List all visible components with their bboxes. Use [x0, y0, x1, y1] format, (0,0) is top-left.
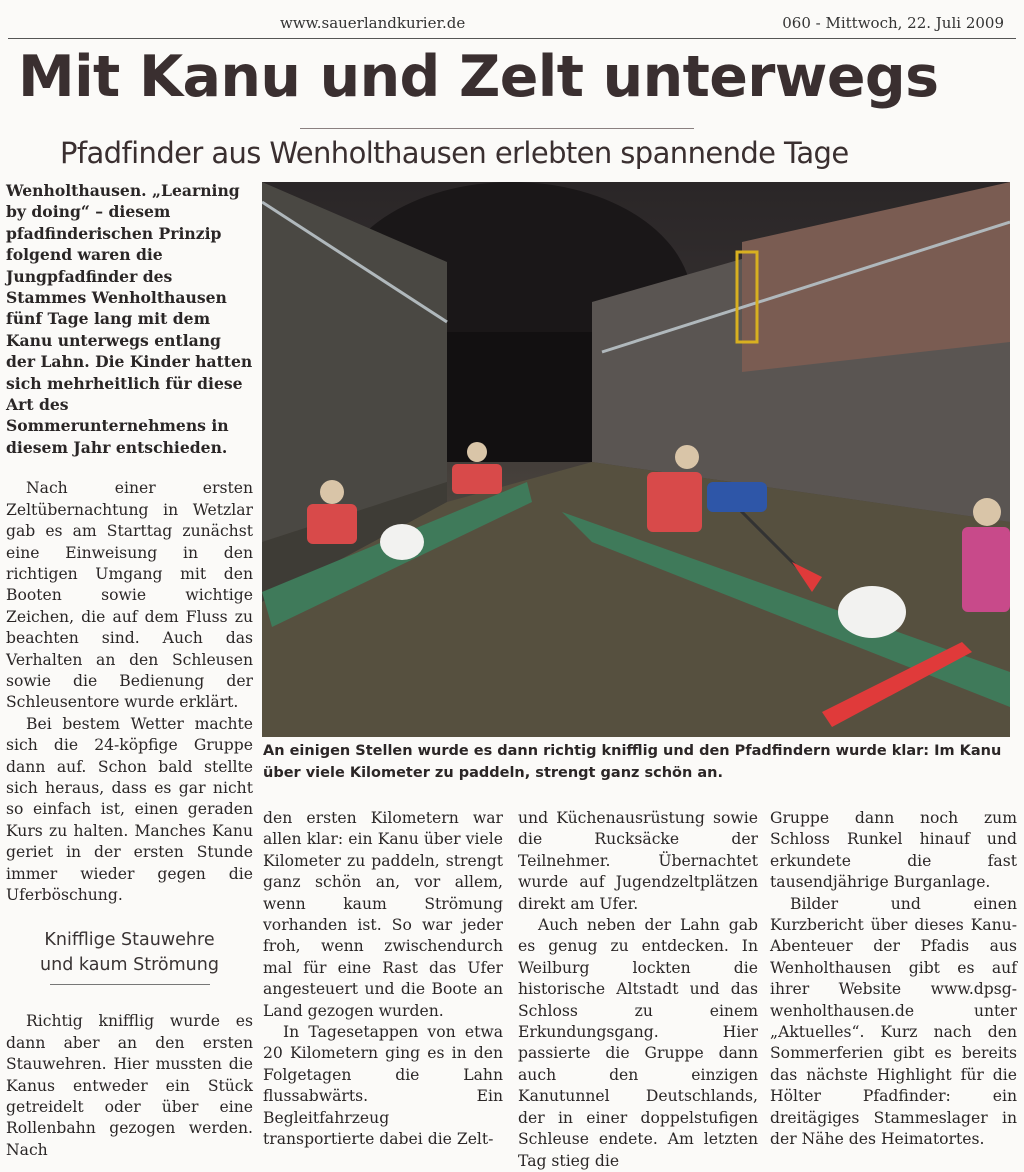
header-rule	[8, 38, 1016, 39]
article-column-4	[770, 808, 1017, 1151]
paragraph: Bei bestem Wetter machte sich die 24-köpfige Gruppe dann auf. Schon bald stellte sich heraus, dass es gar nicht so einfach ist, einen geraden Kurs zu halten. Manches Kanu geriet in der ersten Stunde immer wieder gegen die Uferböschung.	[6, 714, 253, 904]
subheadline: Pfadfinder aus Wenholthausen erlebten spannende Tage	[60, 136, 849, 170]
photo-canoes-in-lock	[262, 182, 1010, 737]
headline-rule	[300, 128, 694, 129]
paragraph: Richtig knifflig wurde es dann aber an den ersten Stauwehren. Hier mussten die Kanus entweder ein Stück getreidelt oder über eine Rollenbahn gezogen werden. Nach	[6, 1012, 253, 1159]
header-date: 060 - Mittwoch, 22. Juli 2009	[782, 14, 1004, 32]
photo-illustration	[262, 182, 1010, 737]
article-column-3	[518, 808, 758, 1172]
paragraph: den ersten Kilometern war allen klar: ein Kanu über viele Kilometer zu paddeln, strengt ganz schön an, vor allem, wenn kaum Strömung vorhanden ist. So war jeder froh, wenn zwischendurch mal für eine Rast das Ufer angesteuert und die Boote an Land gezogen wurden.	[263, 809, 503, 1020]
subhead-line-1: Knifflige Stauwehre	[44, 930, 215, 951]
intro-paragraph: Wenholthausen. „Learning by doing“ – diesem pfadfinderischen Prinzip folgend waren die Jungpfadfinder des Stammes Wenholthausen fünf Tage lang mit dem Kanu unterwegs entlang der Lahn. Die Kinder hatten sich mehrheitlich für diese Art des Sommerunternehmens in diesem Jahr entschieden.	[6, 181, 253, 457]
subhead-line-2: und kaum Strömung	[40, 955, 219, 976]
lifejacket	[307, 504, 357, 544]
lifejacket	[647, 472, 702, 532]
article-column-1	[6, 180, 253, 1161]
paragraph: Auch neben der Lahn gab es genug zu entdecken. In Weilburg lockten die historische Altstadt und das Schloss zu einem Erkundungsgang. Hier passierte die Gruppe dann auch den einzigen Kanutunnel Deutschlands, der in einer doppelstufigen Schleuse endete. Am letzten Tag stieg die	[518, 916, 758, 1170]
headline: Mit Kanu und Zelt unterwegs	[18, 44, 939, 110]
lifejacket	[452, 464, 502, 494]
paragraph: Gruppe dann noch zum Schloss Runkel hinauf und erkundete die fast tausendjährige Burganlage.	[770, 809, 1017, 892]
paragraph: Nach einer ersten Zeltübernachtung in Wetzlar gab es am Starttag zunächst eine Einweisung in den richtigen Umgang mit den Booten sowie wichtige Zeichen, die auf dem Fluss zu beachten sind. Auch das Verhalten an den Schleusen sowie die Bedienung der Schleusentore wurde erklärt.	[6, 479, 253, 712]
article-column-2	[263, 808, 503, 1151]
paragraph: Bilder und einen Kurzbericht über dieses Kanu-Abenteuer der Pfadis aus Wenholthausen gibt es auf ihrer Website www.dpsg-wenholthausen.de unter „Aktuelles“. Kurz nach den Sommerferien gibt es bereits das nächste Highlight für die Hölter Pfadfinder: ein dreitägiges Stammeslager in der Nähe des Heimatortes.	[770, 894, 1017, 1149]
photo-caption: An einigen Stellen wurde es dann richtig knifflig und den Pfadfindern wurde klar: Im Kanu über viele Kilometer zu paddeln, strengt ganz schön an.	[263, 743, 1002, 781]
paragraph: und Küchenausrüstung sowie die Rucksäcke der Teilnehmer. Übernachtet wurde auf Jugendzeltplätzen direkt am Ufer.	[518, 809, 758, 913]
header-url: www.sauerlandkurier.de	[280, 14, 466, 32]
paragraph: In Tagesetappen von etwa 20 Kilometern ging es in den Folgetagen die Lahn flussabwärts. Ein Begleitfahrzeug transportierte dabei die Zelt-	[263, 1023, 503, 1149]
